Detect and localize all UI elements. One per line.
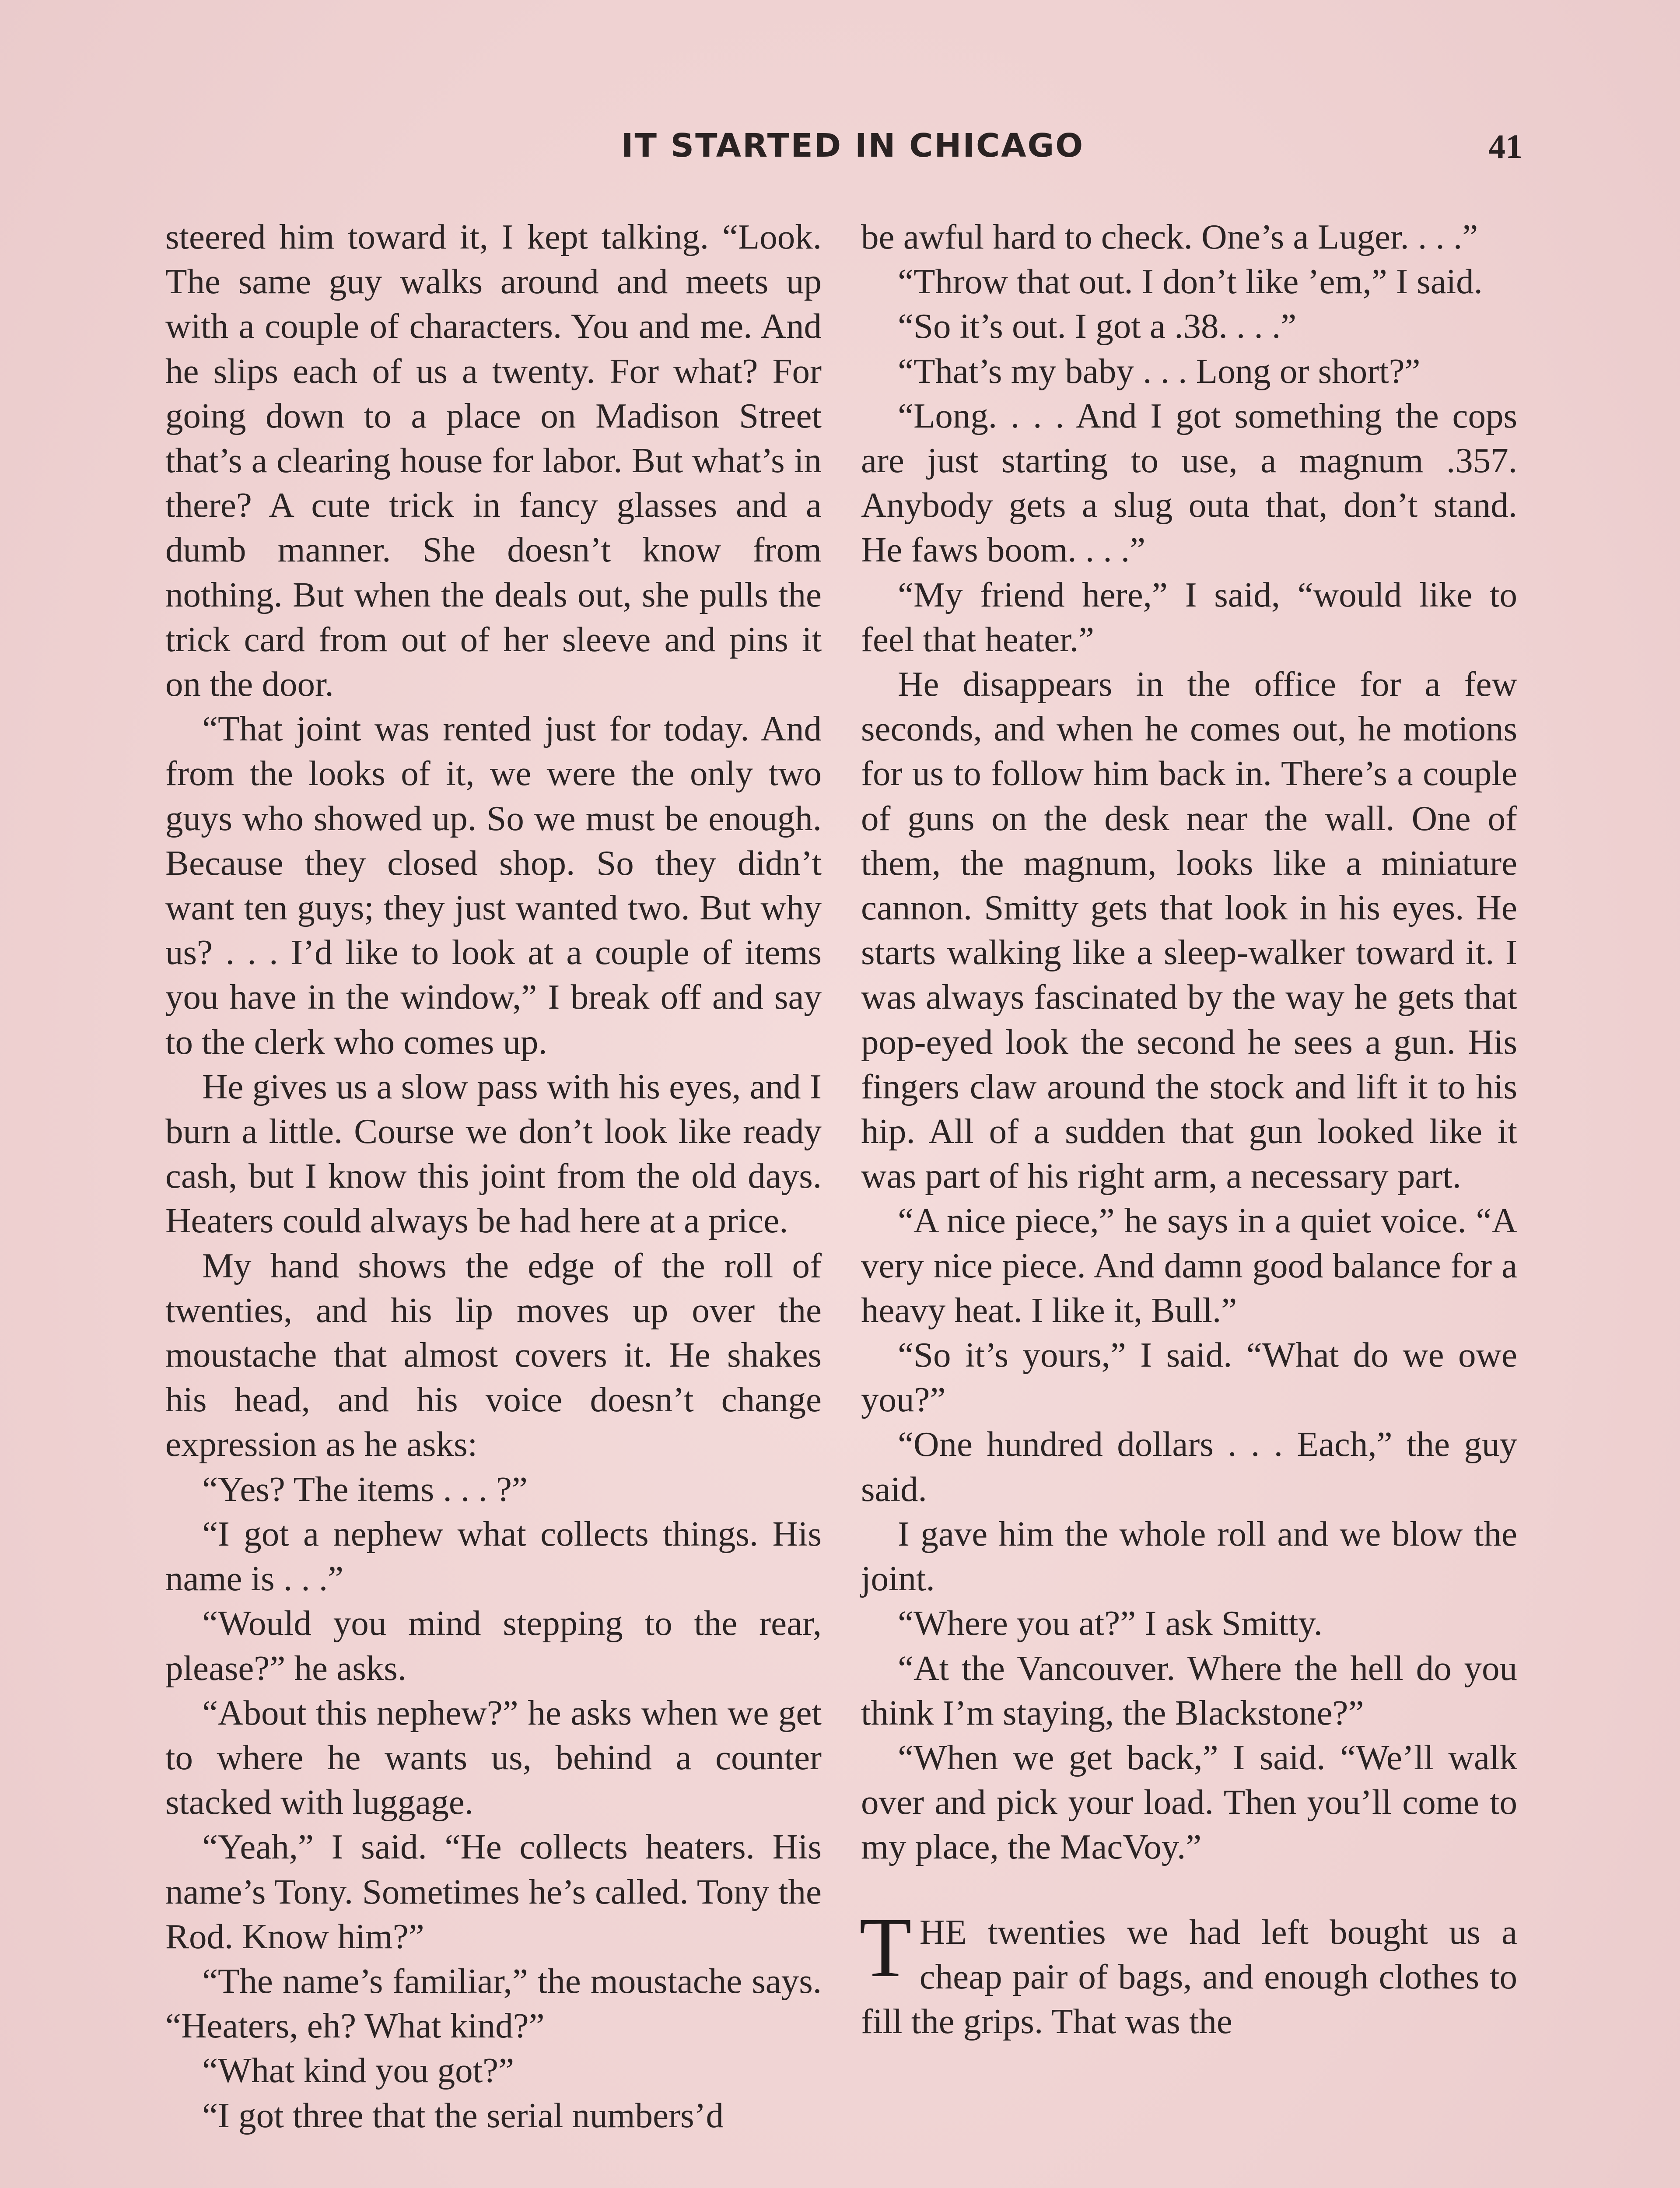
running-head: IT STARTED IN CHICAGO	[621, 127, 1085, 165]
paragraph: “Long. . . . And I got something the cops are just starting to use, a magnum .357. Anybody gets a slug outa that, don’t stand. He faws boom. . . .”	[861, 396, 1517, 570]
paragraph: He disappears in the office for a few seconds, and when he comes out, he motions for us to follow him back in. There’s a couple of guns on the desk near the wall. One of them, the magnum, looks like a miniature cannon. Smitty gets that look in his eyes. He starts walking like a sleep-walker toward it. I was always fascinated by the way he gets that pop-eyed look the second he sees a gun. His fingers claw around the stock and lift it to his hip. All of a sudden that gun looked like it was part of his right arm, a necessary part.	[861, 664, 1517, 1196]
paragraph: My hand shows the edge of the roll of twenties, and his lip moves up over the moustache that almost covers it. He shakes his head, and his voice doesn’t change expression as he asks:	[165, 1245, 822, 1464]
paragraph: “So it’s yours,” I said. “What do we owe you?”	[861, 1335, 1517, 1420]
paragraph: “Throw that out. I don’t like ’em,” I said.	[898, 262, 1483, 302]
page-number: 41	[1488, 127, 1522, 165]
section-start-paragraph	[859, 1900, 1517, 2044]
left-column	[165, 214, 822, 2138]
paragraph: “I got a nephew what collects things. His name is . . .”	[165, 1514, 822, 1599]
paragraph: “My friend here,” I said, “would like to feel that heater.”	[861, 575, 1517, 659]
paragraph: “When we get back,” I said. “We’ll walk over and pick your load. Then you’ll come to my place, the MacVoy.”	[861, 1737, 1517, 1867]
paragraph: He gives us a slow pass with his eyes, and I burn a little. Course we don’t look like ready cash, but I know this joint from the old days. Heaters could always be had here at a price.	[165, 1066, 822, 1241]
paragraph: “Would you mind stepping to the rear, please?” he asks.	[165, 1603, 822, 1688]
paragraph: “A nice piece,” he says in a quiet voice. “A very nice piece. And damn good balance for a heavy heat. I like it, Bull.”	[861, 1201, 1517, 1330]
section-start-text: HE twenties we had left bought us a cheap pair of bags, and enough clothes to fill the grips. That was the	[861, 1912, 1517, 2041]
right-column	[861, 214, 1517, 2044]
paragraph: “One hundred dollars . . . Each,” the guy said.	[861, 1424, 1517, 1509]
paragraph: steered him toward it, I kept talking. “Look. The same guy walks around and meets up with a couple of characters. You and me. And he slips each of us a twenty. For what? For going down to a place on Madison Street that’s a clearing house for labor. But what’s in there? A cute trick in fancy glasses and a dumb manner. She doesn’t know from nothing. But when the deals out, she pulls the trick card from out of her sleeve and pins it on the door.	[165, 217, 822, 704]
paragraph: “That joint was rented just for today. And from the looks of it, we were the only two guys who showed up. So we must be enough. Because they closed shop. So they didn’t want ten guys; they just wanted two. But why us? . . . I’d like to look at a couple of items you have in the window,” I break off and say to the clerk who comes up.	[165, 709, 822, 1062]
paragraph: “Yeah,” I said. “He collects heaters. His name’s Tony. Sometimes he’s called. Tony the Rod. Know him?”	[165, 1827, 822, 1956]
paragraph: “About this nephew?” he asks when we get to where he wants us, behind a counter stacked with luggage.	[165, 1693, 822, 1822]
paragraph: “So it’s out. I got a .38. . . .”	[898, 306, 1297, 346]
paragraph: “What kind you got?”	[202, 2051, 514, 2090]
paragraph: “That’s my baby . . . Long or short?”	[898, 351, 1421, 391]
paragraph: “Where you at?” I ask Smitty.	[898, 1603, 1323, 1643]
page-header	[0, 127, 1680, 175]
paragraph: “I got three that the serial numbers’d	[202, 2095, 724, 2135]
paragraph: I gave him the whole roll and we blow the joint.	[861, 1514, 1517, 1599]
paragraph: “Yes? The items . . . ?”	[202, 1469, 528, 1509]
paragraph: “At the Vancouver. Where the hell do you think I’m staying, the Blackstone?”	[861, 1648, 1517, 1732]
paragraph: “The name’s familiar,” the moustache says. “Heaters, eh? What kind?”	[165, 1961, 822, 2046]
paragraph: be awful hard to check. One’s a Luger. . . .”	[861, 217, 1478, 256]
drop-cap: T	[859, 1900, 912, 1995]
